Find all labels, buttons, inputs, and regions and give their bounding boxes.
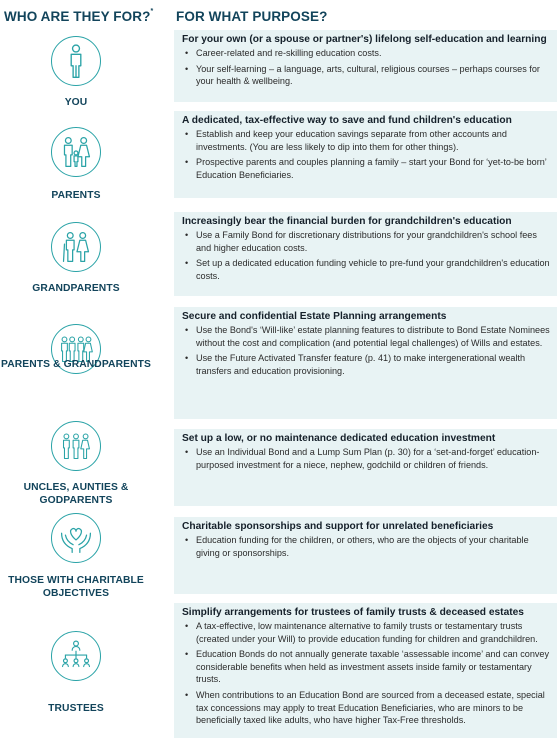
relatives-icon: [51, 421, 101, 471]
who-label-parents: PARENTS: [51, 190, 101, 201]
who-label-uncles-aunties-godparents: UNCLES, AUNTIES & GODPARENTS: [23, 482, 129, 506]
purpose-panel: [174, 603, 557, 738]
who-header-footnote-mark: *: [150, 8, 154, 15]
who-header: [4, 9, 153, 24]
org-chart-icon: [51, 631, 101, 681]
family-icon: [51, 127, 101, 177]
who-label-trustees: TRUSTEES: [48, 703, 104, 714]
bullet-list: [174, 47, 557, 88]
bullet-list: [174, 324, 557, 377]
heart-hands-icon: [51, 513, 101, 563]
bullet-item: • Education funding for the children, or others, who are the objects of your charitable giving or sponsorships.: [196, 534, 551, 559]
bullet-list: [174, 128, 557, 181]
who-cell: [0, 30, 150, 108]
purpose-panel: [174, 517, 557, 594]
bullet-list: [174, 229, 557, 282]
who-label-grandparents: GRANDPARENTS: [32, 283, 120, 294]
bullet-item: • Your self-learning – a language, arts, cultural, religious courses – perhaps courses for your health & wellbeing.: [196, 63, 551, 88]
bullet-item: • Use the Bond's ‘Will-like’ estate planning features to distribute to Bond Estate Nominees without the cost and complication (and potential legal challenges) of Wills and estates.: [196, 324, 551, 349]
purpose-title: For your own (or a spouse or partner's) lifelong self-education and learning: [182, 34, 547, 45]
bullet-item: • Use the Future Activated Transfer feature (p. 41) to make intergenerational wealth transfers and education provisioning.: [196, 352, 551, 377]
bullet-item: • Use an Individual Bond and a Lump Sum Plan (p. 30) for a ‘set-and-forget’ education-purposed investment for a niece, nephew, godchild or children of friends.: [196, 446, 551, 471]
purpose-title: A dedicated, tax-effective way to save and fund children's education: [182, 115, 512, 126]
bullet-list: [174, 446, 557, 471]
who-label-parents-grandparents: PARENTS & GRANDPARENTS: [1, 359, 151, 370]
bullet-item: • Education Bonds do not annually generate taxable ‘assessable income’ and can convey considerable benefits when held as investment assets inside family or testamentary trusts.: [196, 648, 551, 686]
purpose-panel: [174, 30, 557, 102]
bullet-item: • Set up a dedicated education funding vehicle to pre-fund your grandchildren's education costs.: [196, 257, 551, 282]
row-you: [0, 30, 559, 108]
purpose-title: Set up a low, or no maintenance dedicated education investment: [182, 433, 496, 444]
purpose-title: Charitable sponsorships and support for unrelated beneficiaries: [182, 521, 494, 532]
purpose-panel: [174, 307, 557, 419]
bullet-item: • Prospective parents and couples planning a family – start your Bond for ‘yet-to-be born’ Education Beneficiaries.: [196, 156, 551, 181]
row-trustees: [0, 603, 559, 738]
purpose-panel: [174, 111, 557, 198]
person-icon: [51, 36, 101, 86]
purpose-title: Secure and confidential Estate Planning arrangements: [182, 311, 447, 322]
who-cell: [0, 111, 150, 201]
bullet-item: • Career-related and re-skilling education costs.: [196, 47, 551, 60]
grandparents-icon: [51, 222, 101, 272]
bullet-item: • When contributions to an Education Bond are sourced from a deceased estate, special tax concessions may apply to treat Education Beneficiaries, who are minors to be beneficially taxed like adults, who have higher Tax-Free thresholds.: [196, 689, 551, 727]
who-cell: [0, 517, 150, 599]
bullet-item: • Use a Family Bond for discretionary distributions for your grandchildren's school fees and higher education costs.: [196, 229, 551, 254]
who-cell: [0, 429, 150, 506]
purpose-panel: [174, 212, 557, 296]
bullet-list: [174, 620, 557, 727]
who-label-you: YOU: [64, 97, 88, 108]
who-header-text: WHO ARE THEY FOR?: [4, 9, 151, 24]
row-parents-grandparents: [0, 307, 559, 419]
purpose-panel: [174, 429, 557, 506]
row-uncles-aunties-godparents: [0, 429, 559, 506]
row-grandparents: [0, 212, 559, 296]
who-cell: [0, 307, 150, 419]
purpose-header: FOR WHAT PURPOSE?: [176, 9, 328, 24]
who-label-charitable: THOSE WITH CHARITABLE OBJECTIVES: [8, 575, 144, 599]
who-cell: [0, 212, 150, 296]
bullet-item: • Establish and keep your education savings separate from other accounts and investments. (You are less likely to dip into them for other things).: [196, 128, 551, 153]
bullet-item: • A tax-effective, low maintenance alternative to family trusts or testamentary trusts (created under your Will) to provide education funding for children and grandchildren.: [196, 620, 551, 645]
purpose-title: Increasingly bear the financial burden for grandchildren's education: [182, 216, 512, 227]
row-parents: [0, 111, 559, 201]
row-charitable: [0, 517, 559, 599]
bullet-list: [174, 534, 557, 559]
purpose-title: Simplify arrangements for trustees of family trusts & deceased estates: [182, 607, 524, 618]
who-cell: [0, 603, 150, 738]
